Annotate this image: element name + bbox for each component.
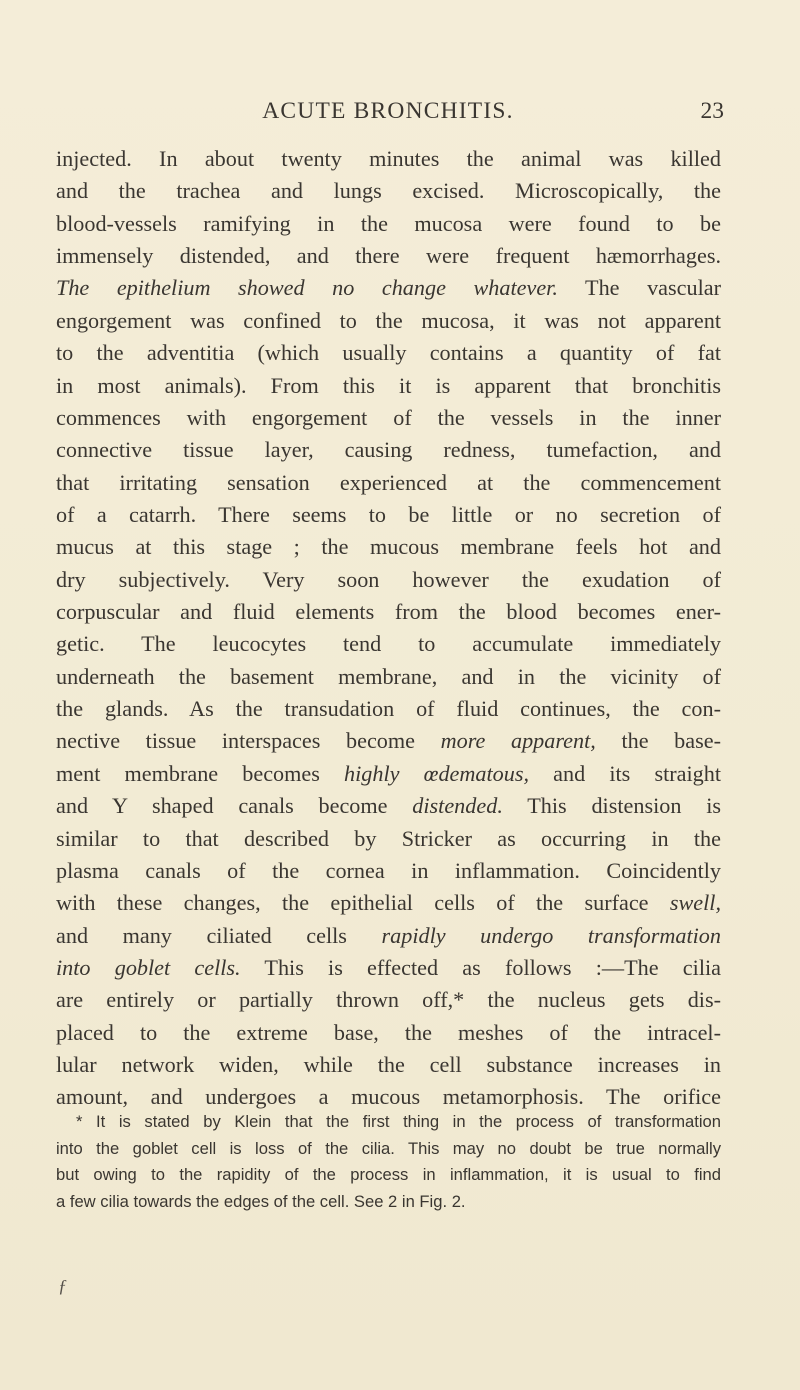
text-run: This distension is bbox=[502, 793, 721, 819]
text-run: that irritating sensation experienced at the commencement bbox=[56, 469, 721, 495]
text-line bbox=[56, 175, 721, 207]
italic-run: rapidly undergo transformation bbox=[381, 922, 721, 948]
text-run: and many ciliated cells bbox=[56, 922, 382, 948]
text-run: ment membrane becomes bbox=[56, 760, 345, 786]
footnote bbox=[56, 1109, 721, 1215]
italic-run: distended. bbox=[412, 793, 503, 819]
text-line bbox=[56, 855, 721, 887]
page-number: 23 bbox=[700, 98, 724, 124]
text-line bbox=[56, 434, 721, 466]
text-run: lular network widen, while the cell substance increases in bbox=[56, 1052, 721, 1078]
footnote-line: but owing to the rapidity of the process in inflammation, it is usual to find bbox=[56, 1165, 721, 1184]
text-run: immensely distended, and there were frequent hæmorrhages. bbox=[56, 243, 721, 269]
text-run: dry subjectively. Very soon however the exudation of bbox=[56, 566, 721, 592]
text-line bbox=[56, 952, 721, 984]
text-run: blood-vessels ramifying in the mucosa were found to be bbox=[56, 210, 721, 236]
text-run: This is effected as follows :—The cilia bbox=[240, 954, 721, 980]
text-line bbox=[56, 402, 721, 434]
text-run: amount, and undergoes a mucous metamorphosis. The orifice bbox=[56, 1084, 721, 1110]
text-line bbox=[56, 240, 721, 272]
text-line bbox=[56, 499, 721, 531]
text-line bbox=[56, 305, 721, 337]
text-line bbox=[56, 1017, 721, 1049]
text-run: connective tissue layer, causing redness, tumefaction, and bbox=[56, 437, 721, 463]
text-run: The vascular bbox=[557, 275, 721, 301]
text-run: getic. The leucocytes tend to accumulate immediately bbox=[56, 631, 721, 657]
text-line bbox=[56, 143, 721, 175]
running-title: ACUTE BRONCHITIS. bbox=[262, 98, 514, 124]
text-run: in most animals). From this it is apparent that bronchitis bbox=[56, 372, 721, 398]
text-run: commences with engorgement of the vessels in the inner bbox=[56, 404, 721, 430]
text-run: engorgement was confined to the mucosa, it was not apparent bbox=[56, 307, 721, 333]
text-line bbox=[56, 758, 721, 790]
text-line bbox=[56, 790, 721, 822]
text-run: are entirely or partially thrown off,* the nucleus gets dis- bbox=[56, 987, 721, 1013]
text-line bbox=[56, 467, 721, 499]
text-line bbox=[56, 628, 721, 660]
text-run: placed to the extreme base, the meshes of the intracel- bbox=[56, 1019, 721, 1045]
text-line bbox=[56, 887, 721, 919]
text-line bbox=[56, 596, 721, 628]
text-line bbox=[56, 984, 721, 1016]
footnote-line: * It is stated by Klein that the first thing in the process of transformation bbox=[76, 1112, 721, 1131]
italic-run: The epithelium showed no change whatever. bbox=[56, 275, 558, 301]
text-run: of a catarrh. There seems to be little or no secretion of bbox=[56, 501, 721, 527]
text-run: underneath the basement membrane, and in the vicinity of bbox=[56, 663, 721, 689]
text-run: corpuscular and fluid elements from the blood becomes ener- bbox=[56, 599, 721, 625]
text-line bbox=[56, 370, 721, 402]
italic-run: highly œdematous, bbox=[344, 760, 530, 786]
text-line bbox=[56, 208, 721, 240]
text-run: and the trachea and lungs excised. Microscopically, the bbox=[56, 178, 721, 204]
text-line bbox=[56, 1049, 721, 1081]
text-run: with these changes, the epithelial cells of the surface bbox=[56, 890, 670, 916]
body-text bbox=[56, 143, 721, 1114]
text-line bbox=[56, 725, 721, 757]
footnote-line: into the goblet cell is loss of the cilia. This may no doubt be true normally bbox=[56, 1138, 721, 1158]
text-run: the glands. As the transudation of fluid continues, the con- bbox=[56, 696, 721, 722]
text-line bbox=[56, 661, 721, 693]
text-run: mucus at this stage ; the mucous membrane feels hot and bbox=[56, 534, 721, 560]
stray-print-mark: ƒ bbox=[58, 1276, 67, 1296]
text-line bbox=[56, 564, 721, 596]
italic-run: swell, bbox=[669, 890, 721, 916]
text-run: plasma canals of the cornea in inflammation. Coincidently bbox=[56, 857, 721, 883]
footnote-line: a few cilia towards the edges of the cell. See 2 in Fig. 2. bbox=[56, 1191, 466, 1211]
text-run: the base- bbox=[595, 728, 721, 754]
text-line bbox=[56, 693, 721, 725]
italic-run: into goblet cells. bbox=[56, 954, 241, 980]
text-run: to the adventitia (which usually contains a quantity of fat bbox=[56, 340, 721, 366]
text-run: and Y shaped canals become bbox=[56, 793, 413, 819]
text-line bbox=[56, 531, 721, 563]
text-line bbox=[56, 337, 721, 369]
page-header bbox=[56, 98, 724, 132]
text-line bbox=[56, 823, 721, 855]
text-line bbox=[56, 272, 721, 304]
text-run: and its straight bbox=[529, 760, 722, 786]
text-line bbox=[56, 920, 721, 952]
text-run: nective tissue interspaces become bbox=[56, 728, 441, 754]
text-run: similar to that described by Stricker as occurring in the bbox=[56, 825, 721, 851]
italic-run: more apparent, bbox=[440, 728, 596, 754]
text-run: injected. In about twenty minutes the animal was killed bbox=[56, 146, 721, 171]
